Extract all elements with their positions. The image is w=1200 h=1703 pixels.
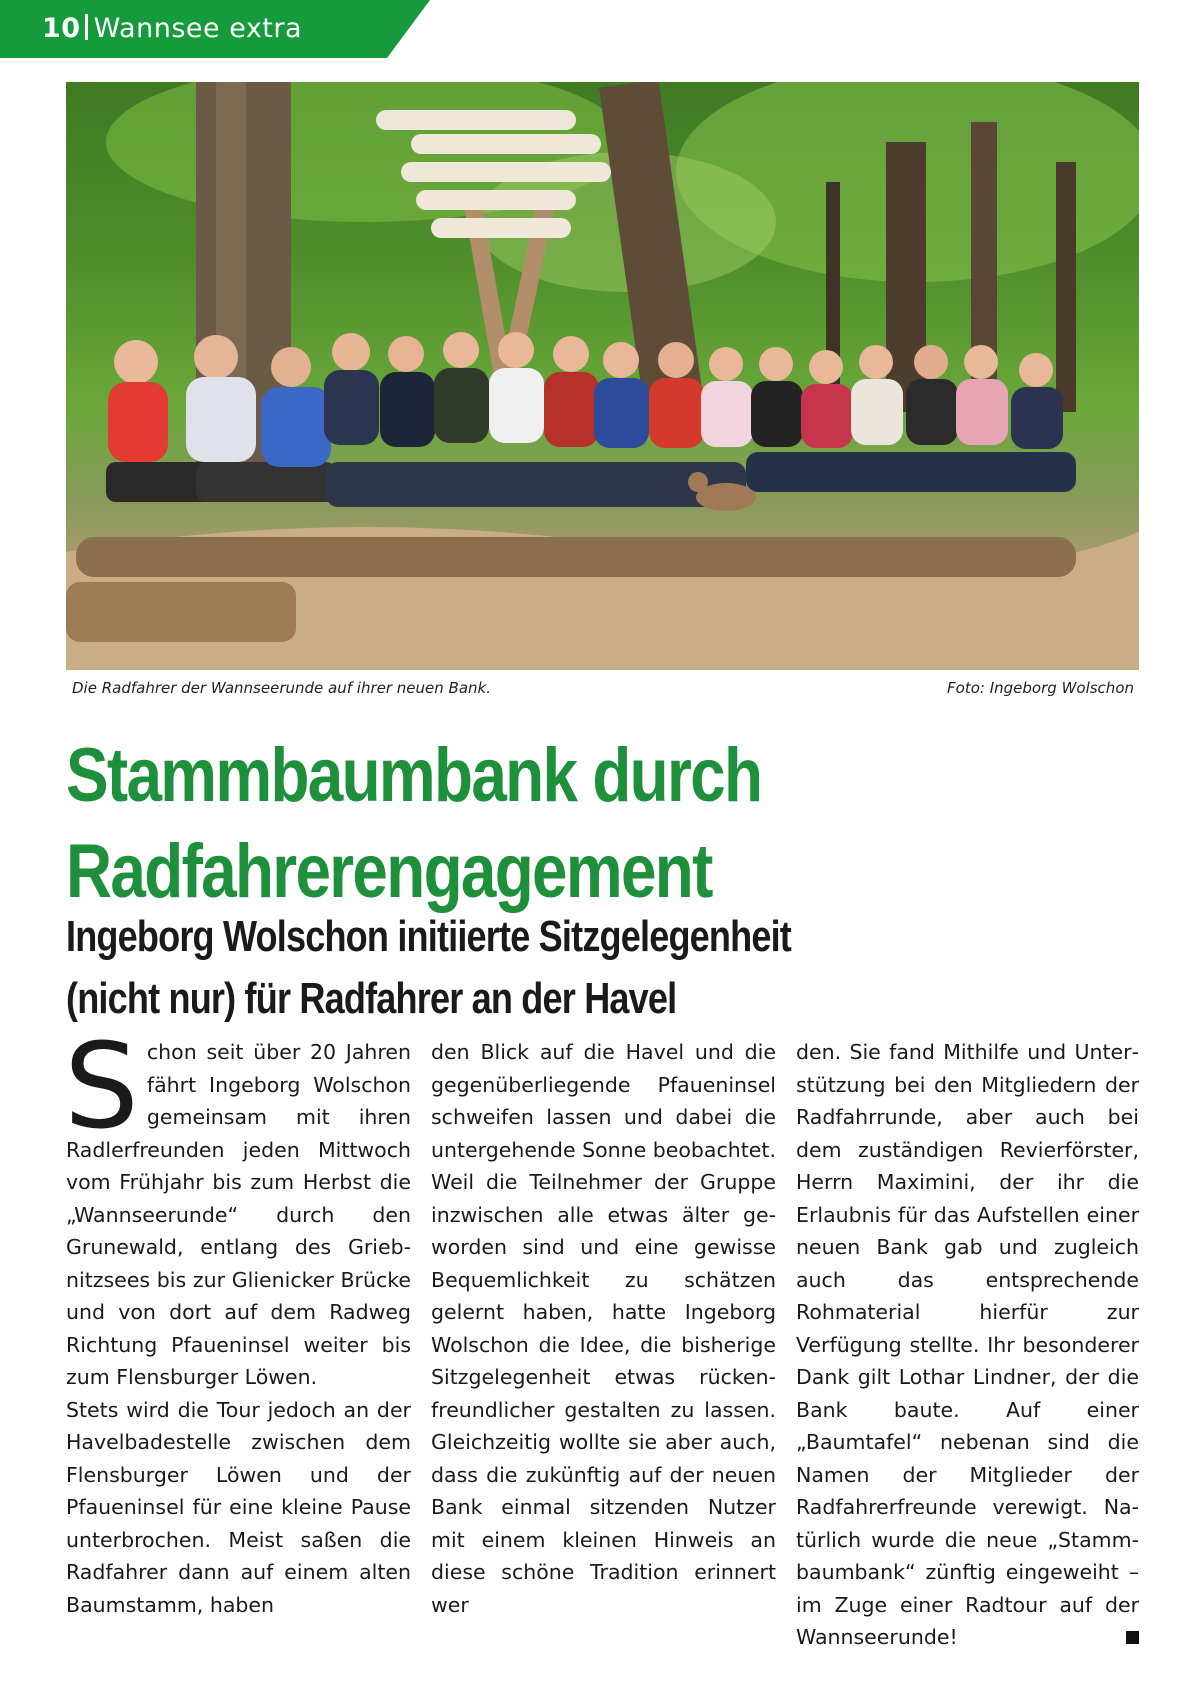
group-photo	[66, 82, 1139, 670]
photo-credit: Foto: Ingeborg Wolschon	[947, 679, 1134, 697]
article-headline	[66, 728, 973, 920]
end-of-article-mark	[1126, 1631, 1139, 1644]
section-header	[42, 11, 302, 47]
group-photo-illustration	[66, 82, 1139, 670]
header-divider	[85, 14, 88, 40]
article-column-1	[64, 1017, 411, 1621]
paragraph-1: chon seit über 20 Jahren fährt Ingeborg Wolschon gemeinsam mit ihren Radlerfreunden jeden Mittwoch vom Frühjahr bis zum Herbst die „Wannseerunde“ durch den Grunewald, entlang des Griebnitzsees bis zur Glienicker Brücke und von dort auf dem Radweg Richtung Pfaueninsel weiter bis zum Flensburger Löwen.	[66, 1040, 411, 1389]
article-column-3	[796, 1036, 1139, 1654]
paragraph-5: den. Sie fand Mithilfe und Unterstützung bei den Mitgliedern der Radfahrrunde, aber auch bei dem zuständigen Revierförster, Herrn Maximini, der ihr die Erlaubnis für das Aufstellen einer neuen Bank gab und zugleich auch das entsprechende Rohmaterial hierfür zur Verfügung stellte. Ihr besonderer Dank gilt Lothar Lindner, der die Bank baute. Auf einer „Baumtafel“ nebenan sind die Namen der Mitglieder der Radfahrerfreunde verewigt. Natürlich wurde die neue „Stammbaumbank“ zünftig eingeweiht – im Zuge einer Radtour auf der Wannseerunde!	[796, 1040, 1139, 1649]
photo-caption: Die Radfahrer der Wannseerunde auf ihrer neuen Bank.	[72, 679, 491, 697]
paragraph-2: Stets wird die Tour jedoch an der Havelbadestelle zwischen dem Flensburger Löwen und der Pfaueninsel für eine kleine Pause unterbrochen. Meist saßen die Radfahrer dann auf einem alten Baumstamm, haben	[66, 1397, 411, 1617]
page-number: 10	[42, 13, 81, 44]
drop-cap: S	[64, 1017, 139, 1155]
headline-line-1: Stammbaumbank durch	[66, 733, 762, 818]
article-column-2	[431, 1036, 776, 1621]
article-subheadline	[66, 906, 952, 1030]
paragraph-3: den Blick auf die Havel und die gegenüberliegende Pfaueninsel schweifen lassen und dabei die untergehende Sonne beobachtet.	[431, 1040, 776, 1162]
subheadline-line-2: (nicht nur) für Radfahrer an der Havel	[66, 974, 677, 1023]
section-name: Wannsee extra	[93, 13, 303, 44]
subheadline-line-1: Ingeborg Wolschon initiierte Sitzgelegenheit	[66, 912, 792, 961]
paragraph-4: Weil die Teilnehmer der Gruppe inzwischen alle etwas älter geworden sind und eine gewisse Bequemlichkeit zu schätzen gelernt haben, hatte Ingeborg Wolschon die Idee, die bisherige Sitzgelegenheit etwas rückenfreundlicher gestalten zu lassen. Gleichzeitig wollte sie aber auch, dass die zukünftig auf der neuen Bank einmal sitzenden Nutzer mit einem kleinen Hinweis an diese schöne Tradition erinnert wer	[431, 1170, 776, 1617]
headline-line-2: Radfahrerengagement	[66, 829, 712, 914]
